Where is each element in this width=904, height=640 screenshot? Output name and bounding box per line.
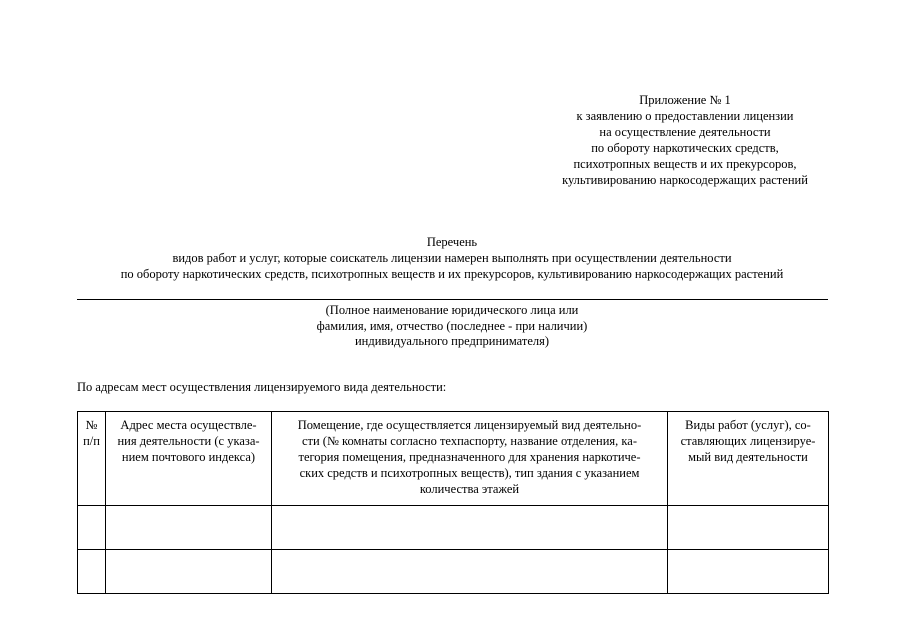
header-line: ставляющих лицензируе-: [680, 434, 816, 448]
document-title: Перечень: [426, 235, 478, 249]
appendix-line: Приложение № 1: [639, 93, 731, 107]
column-header-work-types: [668, 412, 829, 506]
column-header-number: [78, 412, 106, 506]
header-line: п/п: [83, 434, 100, 448]
table-cell[interactable]: [106, 550, 272, 594]
header-line: №: [85, 418, 98, 432]
table-row: [78, 550, 829, 594]
column-header-address: [106, 412, 272, 506]
table-header-row: [78, 412, 829, 506]
addresses-table: [77, 411, 829, 594]
appendix-line: по обороту наркотических средств,: [591, 141, 779, 155]
header-line: мый вид деятельности: [688, 450, 808, 464]
appendix-line: к заявлению о предоставлении лицензии: [576, 109, 794, 123]
header-line: ских средств и психотропных веществ), тип здания с указанием: [299, 466, 640, 480]
caption-line: фамилия, имя, отчество (последнее - при наличии): [316, 318, 588, 333]
header-line: сти (№ комнаты согласно техпаспорту, название отделения, ка-: [301, 434, 637, 448]
table-cell[interactable]: [272, 550, 668, 594]
header-line: Виды работ (услуг), со-: [685, 418, 811, 432]
appendix-line: на осуществление деятельности: [599, 125, 771, 139]
header-line: тегория помещения, предназначенного для хранения наркотиче-: [298, 450, 641, 464]
table-cell[interactable]: [668, 506, 829, 550]
table-cell[interactable]: [78, 506, 106, 550]
table-cell[interactable]: [668, 550, 829, 594]
header-line: Помещение, где осуществляется лицензируемый вид деятельно-: [297, 418, 642, 432]
document-heading: [60, 234, 844, 282]
header-line: Адрес места осуществле-: [120, 418, 257, 432]
appendix-line: культивированию наркосодержащих растений: [562, 173, 808, 187]
table-cell[interactable]: [272, 506, 668, 550]
column-header-premises: [272, 412, 668, 506]
header-line: нием почтового индекса): [121, 450, 256, 464]
header-line: количества этажей: [419, 482, 520, 496]
table-cell[interactable]: [78, 550, 106, 594]
caption-line: (Полное наименование юридического лица или: [325, 303, 579, 317]
table-cell[interactable]: [106, 506, 272, 550]
applicant-name-caption: [200, 303, 704, 350]
document-subtitle-line: видов работ и услуг, которые соискатель лицензии намерен выполнять при осуществлении деятельности: [172, 251, 732, 265]
table-row: [78, 506, 829, 550]
caption-line: индивидуального предпринимателя): [354, 334, 550, 348]
appendix-line: психотропных веществ и их прекурсоров,: [573, 157, 797, 171]
document-subtitle-line: по обороту наркотических средств, психотропных веществ и их прекурсоров, культивированию наркосодержащих растений: [120, 267, 784, 281]
header-line: ния деятельности (с указа-: [117, 434, 260, 448]
applicant-name-fill-line: [77, 299, 828, 300]
appendix-header: [520, 92, 850, 188]
address-intro-text: По адресам мест осуществления лицензируемого вида деятельности:: [77, 380, 447, 394]
